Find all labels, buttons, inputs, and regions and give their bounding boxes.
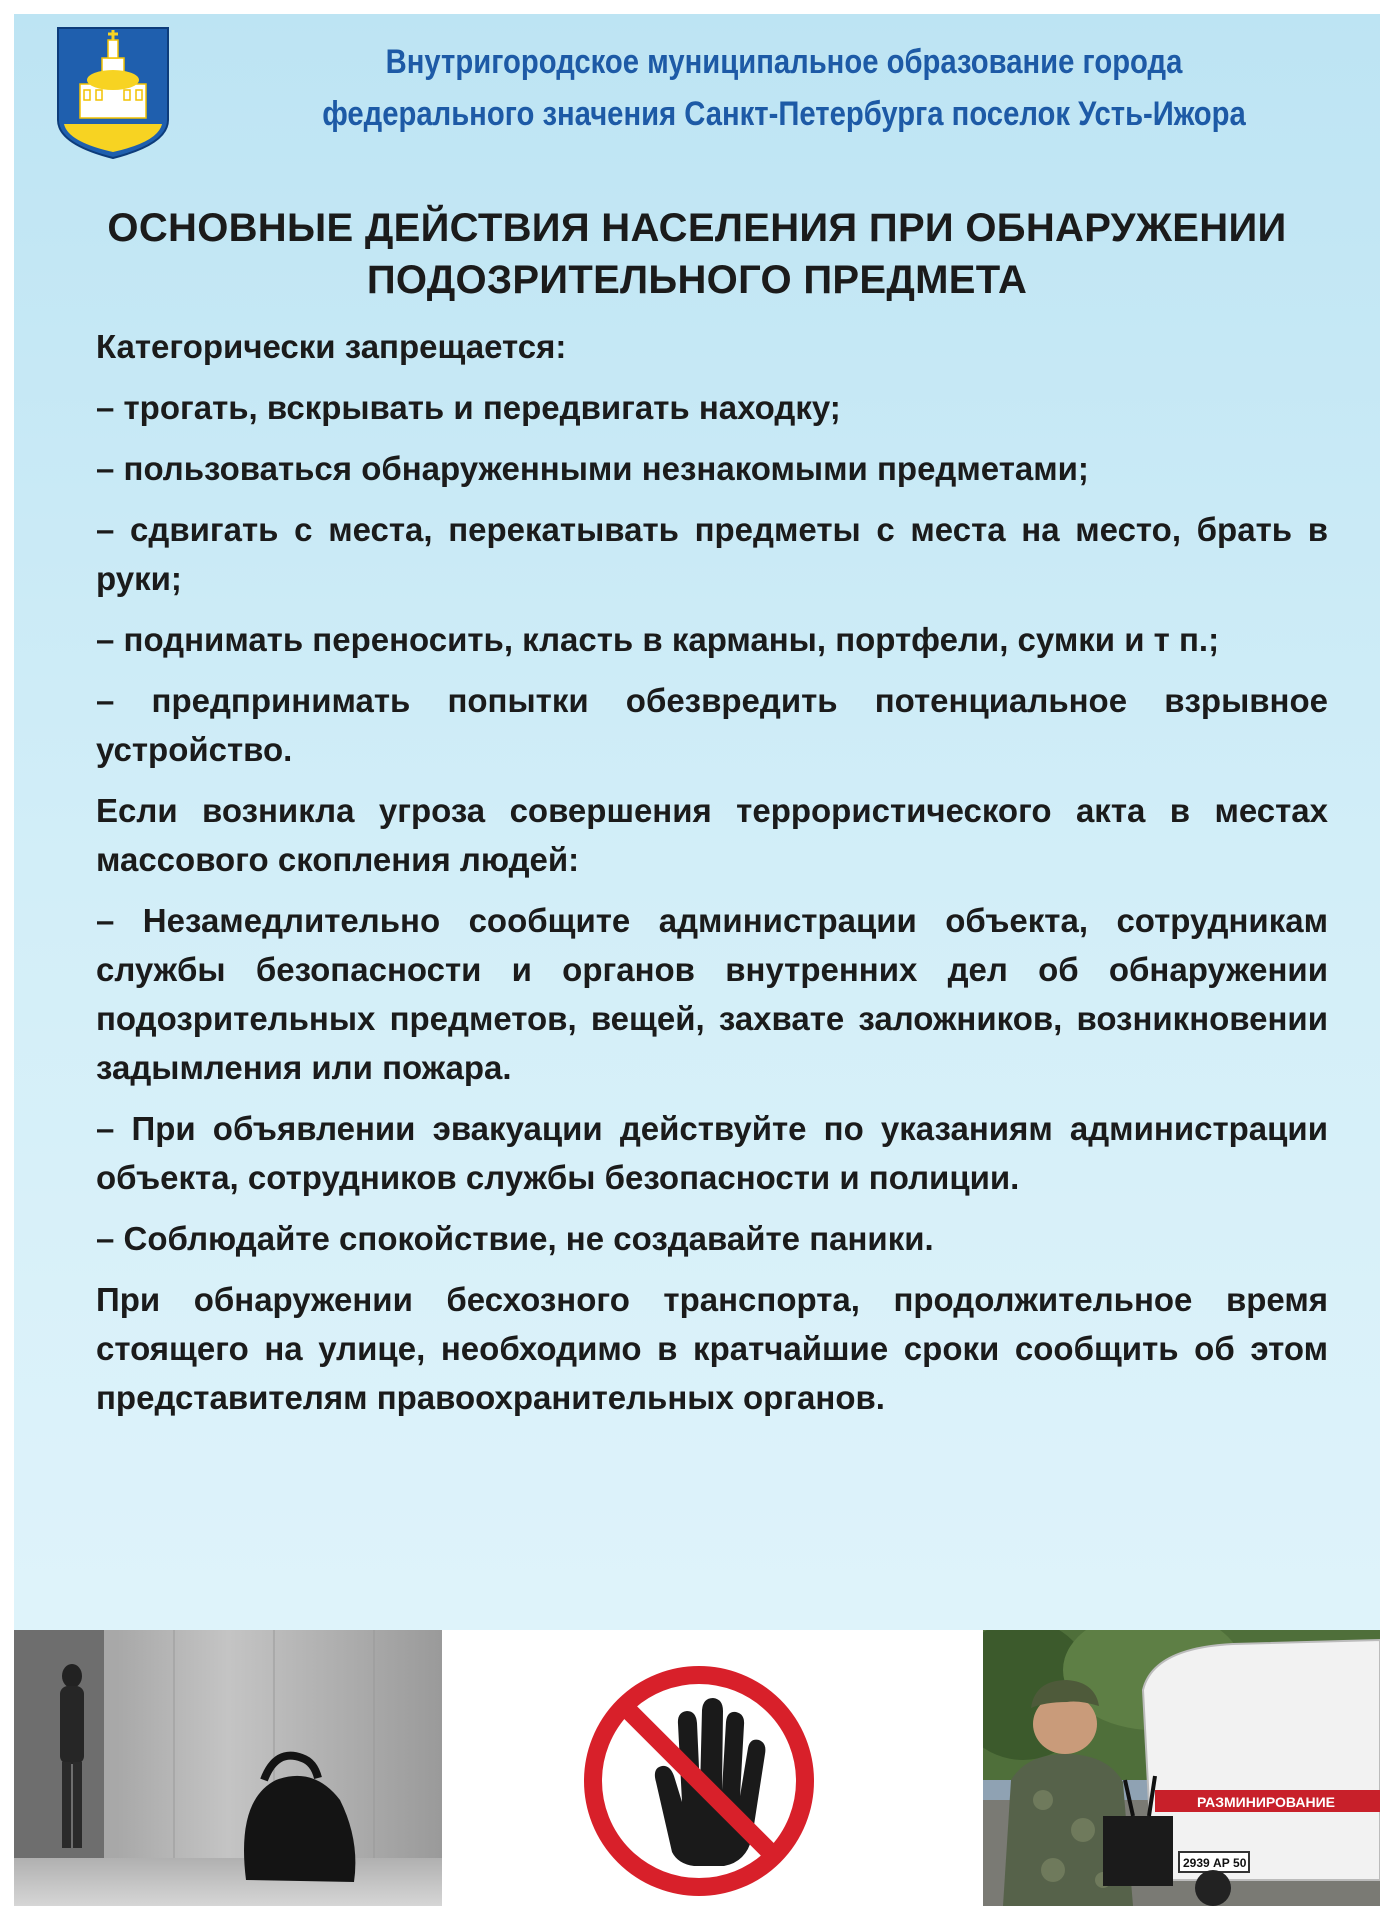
forbidden-heading: Категорически запрещается: (96, 328, 567, 365)
municipal-crest-icon (54, 24, 172, 162)
organization-line-2: федерального значения Санкт-Петербурга поселок Усть-Ижора (322, 95, 1246, 133)
threat-heading: Если возникла угроза совершения террористического акта в местах массового скопления людей: (96, 792, 1328, 878)
poster (14, 14, 1380, 1906)
vehicle-note: При обнаружении бесхозного транспорта, продолжительное время стоящего на улице, необходимо в кратчайшие сроки сообщить об этом представителям правоохранительных органов. (96, 1281, 1328, 1416)
threat-item: – Соблюдайте спокойствие, не создавайте паники. (96, 1220, 934, 1257)
forbidden-item: – поднимать переносить, класть в карманы, портфели, сумки и т п.; (96, 621, 1220, 658)
photo-strip (14, 1630, 1380, 1906)
stop-hand-prohibition-icon (574, 1662, 824, 1900)
forbidden-item: – трогать, вскрывать и передвигать находку; (96, 389, 841, 426)
title-line-2: ПОДОЗРИТЕЛЬНОГО ПРЕДМЕТА (366, 258, 1028, 302)
threat-item: – Незамедлительно сообщите администрации объекта, сотрудникам службы безопасности и органов внутренних дел об обнаружении подозрительных предметов, вещей, захвате заложников, возникновении задымления или пожара. (96, 902, 1328, 1086)
instructions-body (96, 322, 1328, 1434)
forbidden-item: – пользоваться обнаруженными незнакомыми предметами; (96, 450, 1089, 487)
license-plate: 2939 АР 50 (1183, 1856, 1247, 1870)
organization-name (320, 36, 1249, 140)
forbidden-item: – сдвигать с места, перекатывать предметы с места на место, брать в руки; (96, 511, 1328, 597)
page-title (34, 202, 1360, 306)
bomb-squad-soldier-photo (983, 1630, 1380, 1906)
threat-item: – При объявлении эвакуации действуйте по указаниям администрации объекта, сотрудников службы безопасности и полиции. (96, 1110, 1328, 1196)
forbidden-item: – предпринимать попытки обезвредить потенциальное взрывное устройство. (96, 682, 1328, 768)
title-line-1: ОСНОВНЫЕ ДЕЙСТВИЯ НАСЕЛЕНИЯ ПРИ ОБНАРУЖЕНИИ (107, 206, 1287, 250)
van-label: РАЗМИНИРОВАНИЕ (1197, 1794, 1335, 1810)
abandoned-bag-photo (14, 1630, 442, 1906)
organization-line-1: Внутригородское муниципальное образование города (385, 43, 1183, 81)
